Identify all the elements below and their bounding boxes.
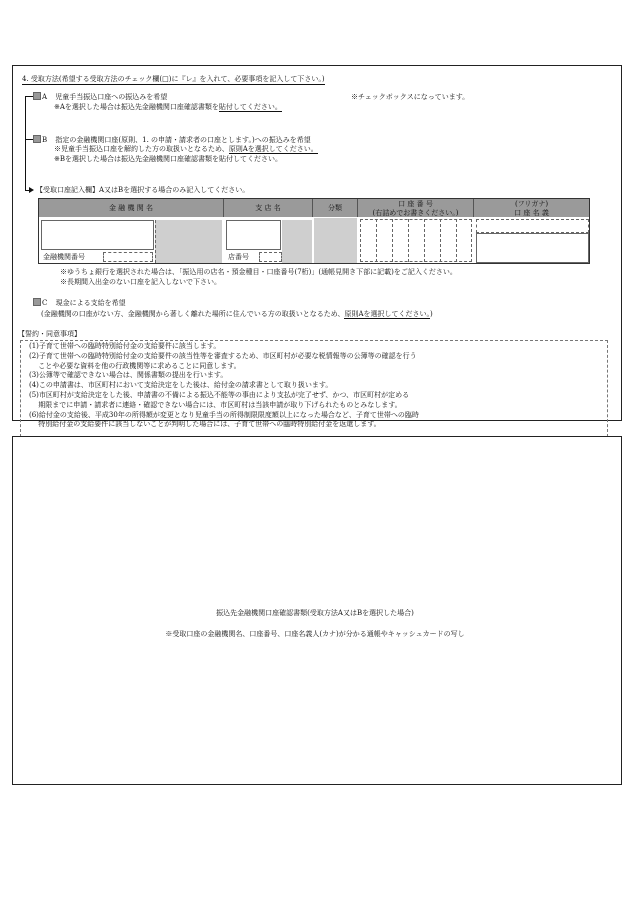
branch-name-header-label: 支 店 名 <box>255 204 281 212</box>
branch-type-area <box>282 220 312 263</box>
option-c-note <box>41 310 433 319</box>
consent-item: (1)子育て世帯への臨時特別給付金の支給要件に該当します。 <box>29 342 221 350</box>
digit-divider <box>456 219 457 262</box>
consent-item: (4)この申請書は、市区町村において支給決定をした後は、給付金の請求書として取り扱います。 <box>29 381 333 390</box>
account-section-title: 【受取口座記入欄】A又はBを選択する場合のみ記入してください。 <box>36 186 250 194</box>
account-number-header-line2: (右詰めでお書きください。) <box>372 209 459 217</box>
arrow-icon <box>29 187 34 193</box>
yucho-note: ※ゆうちょ銀行を選択された場合は、「振込用の店名・預金種目・口座番号(7桁)」(通帳見開き下部に記載)をご記入ください。 <box>60 268 457 276</box>
checkbox-note: ※チェックボックスになっています。 <box>351 93 470 101</box>
option-c-row <box>33 298 126 308</box>
account-holder-header-furigana: (フリガナ) <box>514 200 549 208</box>
option-a-note-underlined: 貼付してください。 <box>218 103 282 111</box>
branch-name-input[interactable] <box>226 220 281 250</box>
option-b-title: 指定の金融機関口座(原則、1. の申請・請求者の口座とします。)への振込みを希望 <box>55 136 311 144</box>
option-b-letter: B <box>42 136 48 144</box>
branch-name-header <box>224 199 313 217</box>
option-a-letter: A <box>42 93 48 101</box>
consent-item: (3)公簿等で確認できない場合は、関係書類の提出を行います。 <box>29 371 228 380</box>
branch-code-input[interactable] <box>259 252 282 262</box>
bank-code-input[interactable] <box>103 252 153 262</box>
branch-code-label: 店番号 <box>228 253 249 261</box>
dormant-account-note: ※長期間入出金のない口座を記入しないで下さい。 <box>60 278 221 286</box>
account-number-header <box>358 199 474 217</box>
option-c-note-close: ) <box>430 310 433 318</box>
bank-name-header-label: 金 融 機 関 名 <box>109 204 153 212</box>
digit-divider <box>376 219 377 262</box>
account-holder-header-name: 口 座 名 義 <box>514 209 549 217</box>
option-b-checkbox[interactable] <box>33 135 41 143</box>
option-b-note1-text: ※児童手当振込口座を解約した方の取扱いとなるため、 <box>54 145 229 153</box>
account-holder-furigana-input[interactable] <box>476 219 589 233</box>
option-c-checkbox[interactable] <box>33 298 41 306</box>
account-holder-header <box>474 199 589 217</box>
digit-divider <box>440 219 441 262</box>
bracket-tick-a <box>25 96 33 97</box>
account-holder-name-input[interactable] <box>476 233 589 263</box>
option-b-note1 <box>54 145 318 154</box>
account-number-header-line1: 口 座 番 号 <box>398 200 433 208</box>
bank-name-header <box>39 199 224 217</box>
digit-divider <box>408 219 409 262</box>
option-c-title: 現金による支給を希望 <box>55 299 126 307</box>
divider <box>155 220 156 263</box>
bracket-line <box>25 96 26 191</box>
digit-divider <box>424 219 425 262</box>
option-b-note2: ※Bを選択した場合は振込先金融機関口座確認書類を貼付してください。 <box>54 155 283 163</box>
bank-code-label: 金融機関番号 <box>43 253 85 261</box>
option-c-note-underlined: 原則Aを選択してください。 <box>344 310 431 318</box>
consent-item: (2)子育て世帯への臨時特別給付金の支給要件の該当性等を審査するため、市区町村が必要な税情報等の公簿等の確認を行う <box>29 351 417 360</box>
consent-title: 【誓約・同意事項】 <box>18 330 81 338</box>
option-a-note <box>54 103 282 112</box>
consent-item: ことや必要な資料を他の行政機関等に求めることに同意します。 <box>29 361 241 370</box>
consent-item: (6)給付金の支給後、平成30年の所得額が変更となり児童手当の所得制限限度額以上になった場合など、子育て世帯への臨時 <box>29 410 419 419</box>
bank-account-table <box>38 198 590 264</box>
consent-item: 期限までに申請・請求者に連絡・確認できない場合には、市区町村は当該申請が取り下げられたものとみなします。 <box>29 400 402 409</box>
bank-name-input[interactable] <box>41 220 154 250</box>
option-b-row <box>33 135 311 145</box>
type-input[interactable] <box>314 218 357 263</box>
bracket-tick-b <box>25 139 33 140</box>
section4-heading: 4. 受取方法(希望する受取方法のチェック欄(□)に『レ』を入れて、必要事項を記入して下さい。) <box>22 75 325 83</box>
option-a-note-text: ※Aを選択した場合は振込先金融機関口座確認書類を <box>54 103 219 111</box>
option-b-note1-underlined: 原則Aを選択してください。 <box>228 145 318 153</box>
attachment-note: ※受取口座の金融機関名、口座番号、口座名義人(カナ)が分かる通帳やキャッシュカードの写し <box>165 630 465 638</box>
option-a-title: 児童手当振込口座への振込みを希望 <box>55 93 168 101</box>
consent-list <box>29 342 419 430</box>
option-c-letter: C <box>42 299 48 307</box>
type-header <box>313 199 358 217</box>
attachment-title: 振込先金融機関口座確認書類(受取方法A又はBを選択した場合) <box>216 609 414 617</box>
option-a-checkbox[interactable] <box>33 92 41 100</box>
option-a-row <box>33 92 167 102</box>
digit-divider <box>392 219 393 262</box>
option-c-note-text: (金融機関の口座がない方、金融機関から著しく離れた場所に住んでいる方の取扱いとなるため、 <box>41 310 345 318</box>
consent-item: (5)市区町村が支給決定をした後、申請書の不備による振込不能等の事由により支払が完了せず、かつ、市区町村が定める <box>29 390 410 399</box>
bank-type-area <box>155 220 222 263</box>
consent-item: 特別給付金の支給要件に該当しないことが判明した場合には、子育て世帯への臨時特別給付金を返還します。 <box>29 420 381 429</box>
type-header-label: 分類 <box>328 204 342 212</box>
